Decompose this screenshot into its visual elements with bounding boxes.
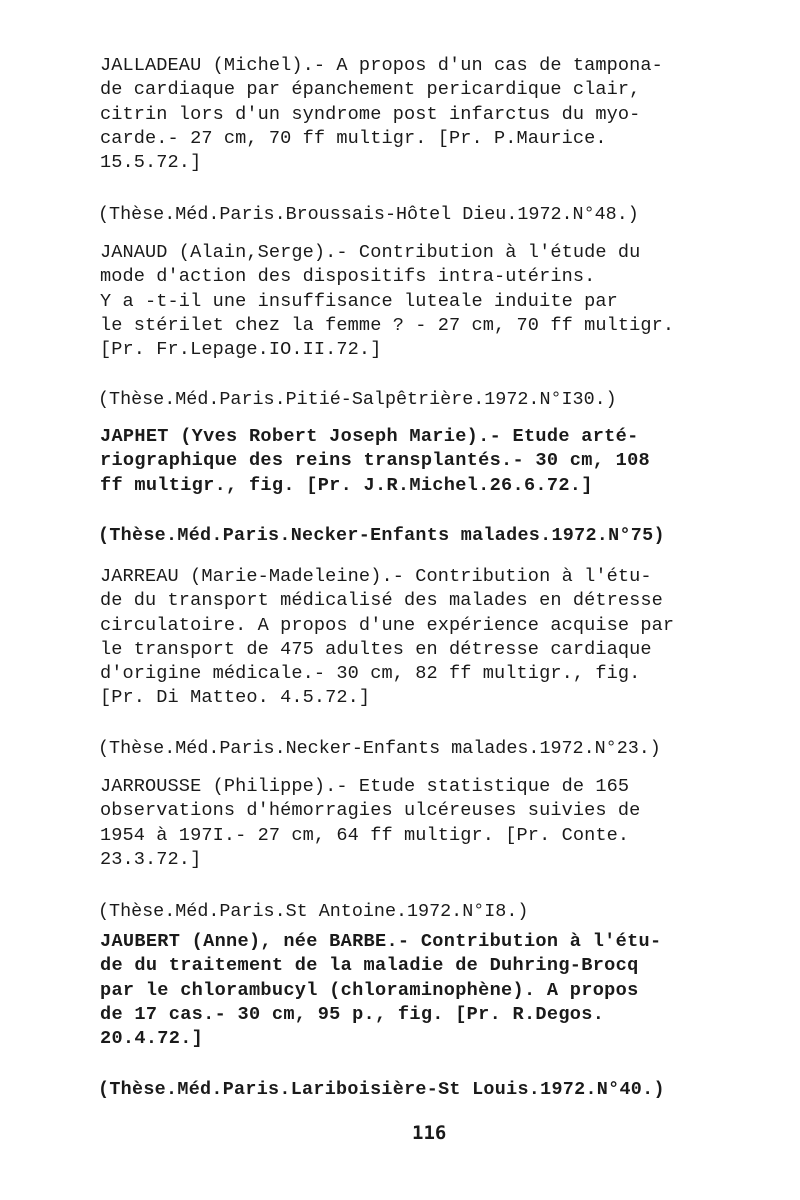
entry-line: 20.4.72.] — [100, 1028, 204, 1050]
entry-line: JALLADEAU (Michel).- A propos d'un cas de tampona- — [100, 55, 663, 76]
thesis-source-line: (Thèse.Méd.Paris.Broussais-Hôtel Dieu.1972.N°48.) — [98, 204, 639, 225]
entry-line: de du transport médicalisé des malades en détresse — [100, 590, 663, 612]
entry-line: mode d'action des dispositifs intra-utérins. — [100, 266, 596, 288]
entry-line: d'origine médicale.- 30 cm, 82 ff multigr., fig. — [100, 663, 641, 685]
entry-line: Y a -t-il une insuffisance luteale induite par — [100, 290, 618, 312]
bibliography-entry — [100, 930, 740, 1051]
entry-line: le stérilet chez la femme ? - 27 cm, 70 ff multigr. — [100, 314, 675, 336]
entry-line: observations d'hémorragies ulcéreuses suivies de — [100, 800, 641, 822]
thesis-source-line: (Thèse.Méd.Paris.Necker-Enfants malades.1972.N°23.) — [98, 738, 661, 759]
entry-line: citrin lors d'un syndrome post infarctus du myo- — [100, 103, 641, 125]
entry-line: JANAUD (Alain,Serge).- Contribution à l'étude du — [100, 242, 641, 263]
entry-line: riographique des reins transplantés.- 30 cm, 108 — [100, 450, 650, 472]
entry-line: [Pr. Fr.Lepage.IO.II.72.] — [100, 339, 382, 361]
entry-line: JARREAU (Marie-Madeleine).- Contribution à l'étu- — [100, 566, 652, 587]
entry-line: JAPHET (Yves Robert Joseph Marie).- Etude arté- — [100, 426, 639, 447]
entry-line: [Pr. Di Matteo. 4.5.72.] — [100, 687, 371, 709]
entry-line: JARROUSSE (Philippe).- Etude statistique de 165 — [100, 776, 630, 797]
entry-line: par le chlorambucyl (chloraminophène). A propos — [100, 979, 639, 1001]
bibliography-entry — [100, 54, 740, 175]
thesis-source-line: (Thèse.Méd.Paris.Necker-Enfants malades.1972.N°75) — [98, 525, 665, 546]
entry-line: le transport de 475 adultes en détresse cardiaque — [100, 638, 652, 660]
bibliography-entry — [100, 565, 740, 711]
entry-line: de cardiaque par épanchement pericardique clair, — [100, 79, 641, 101]
bibliography-entry — [100, 775, 740, 872]
entry-line: circulatoire. A propos d'une expérience acquise par — [100, 614, 675, 636]
entry-line: JAUBERT (Anne), née BARBE.- Contribution à l'étu- — [100, 931, 662, 952]
entry-line: 15.5.72.] — [100, 152, 202, 174]
thesis-source-line: (Thèse.Méd.Paris.Pitié-Salpêtrière.1972.N°I30.) — [98, 389, 617, 410]
entry-line: de 17 cas.- 30 cm, 95 p., fig. [Pr. R.Degos. — [100, 1003, 605, 1025]
bibliography-entry — [100, 425, 740, 498]
entry-line: 1954 à 197I.- 27 cm, 64 ff multigr. [Pr. Conte. — [100, 824, 630, 846]
thesis-source-line: (Thèse.Méd.Paris.Lariboisière-St Louis.1972.N°40.) — [98, 1079, 665, 1100]
bibliography-entry — [100, 241, 740, 362]
page-number: 116 — [412, 1122, 447, 1144]
entry-line: 23.3.72.] — [100, 848, 202, 870]
entry-line: carde.- 27 cm, 70 ff multigr. [Pr. P.Maurice. — [100, 127, 607, 149]
thesis-source-line: (Thèse.Méd.Paris.St Antoine.1972.N°I8.) — [98, 901, 529, 922]
entry-line: ff multigr., fig. [Pr. J.R.Michel.26.6.72.] — [100, 474, 593, 496]
entry-line: de du traitement de la maladie de Duhring-Brocq — [100, 955, 639, 977]
